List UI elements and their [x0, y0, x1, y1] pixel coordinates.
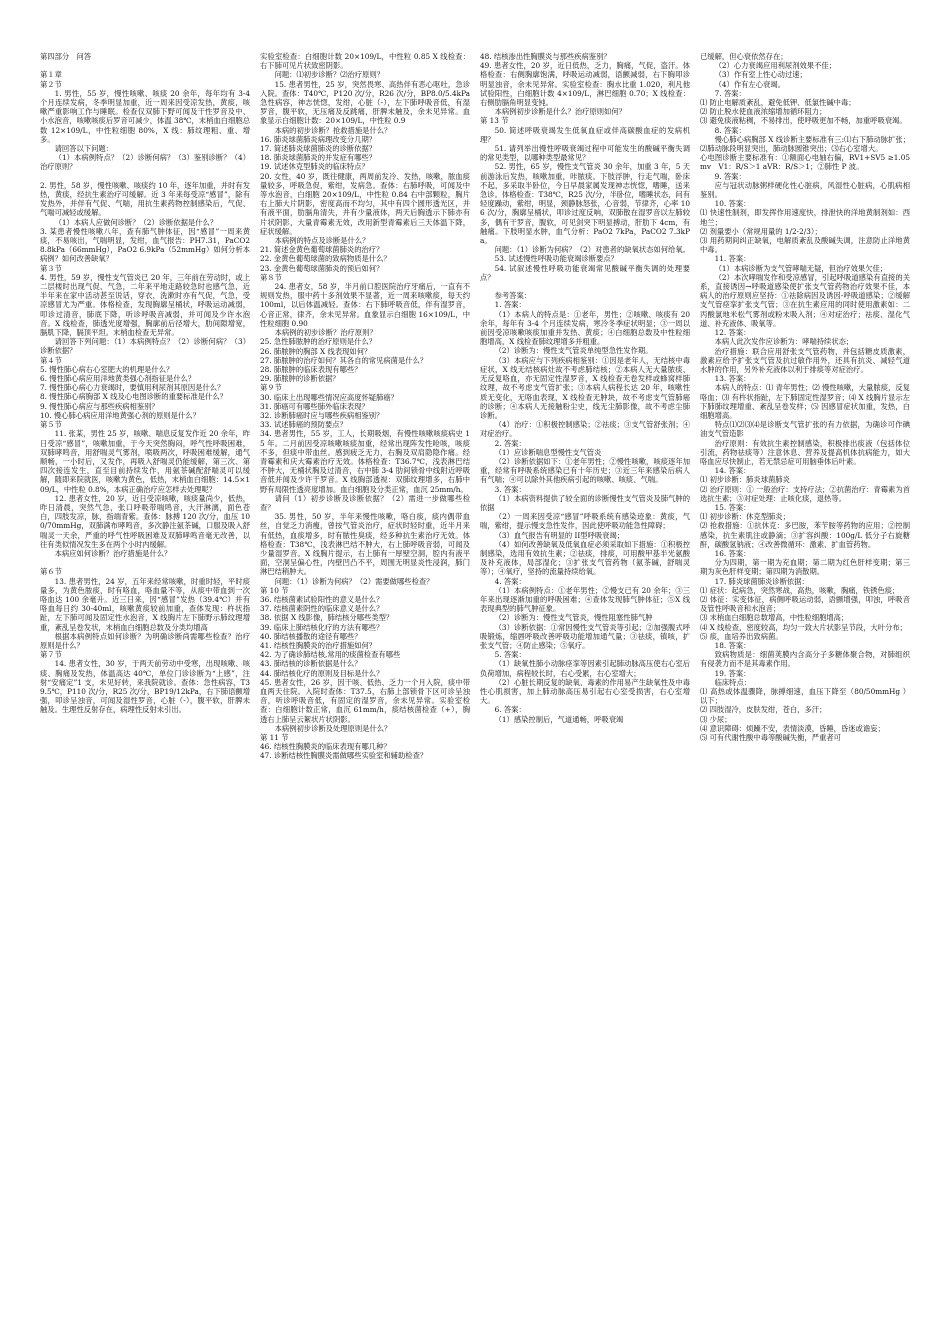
text-line: ⑵ 体征：实变体征，病侧呼吸运动弱，语颤增强，叩浊，呼吸音及管性呼吸音和水泡音；	[700, 594, 910, 614]
text-line: 36. 结核菌素试验阳性的意义是什么？	[260, 594, 384, 604]
text-line: 本病人的特点：⑴ 青年男性；⑵ 慢性咳嗽，大量脓痰，反复咯血；⑶ 有杵状指趾，左下肺固定性湿罗音；⑷ X 线胸片显示左下肺肺纹理增重、紊乱呈卷发样；⑸ 因感冒症状加重，发热，白细胞增高。	[700, 383, 910, 420]
text-line: 41. 结核性胸膜炎的治疗措施如何？	[260, 641, 377, 650]
text-line: 8. 答案：	[714, 125, 746, 135]
text-line: 分为四期，第一期为充血期；第二期为红色肝样变期；第三期为灰色肝样变期；第四期为消散期。	[700, 558, 910, 577]
text-column-1	[40, 52, 250, 1332]
text-line: （2）一周来因受凉“感冒”呼吸系统有感染迹象：黄痰，气喘，紫绀，提示慢支急性发作，因此使呼吸功能急性障碍；	[480, 512, 690, 531]
text-line: 5. 慢性肺心病右心室肥大的机理是什么？	[40, 364, 174, 374]
text-line: 根据本病例特点如何诊断？为明确诊断尚需哪些检查？治疗原则是什么？	[40, 631, 250, 650]
text-line: （1）感染控制后，气道通畅，呼吸衰竭	[494, 714, 624, 724]
text-line: 特点⑴⑵⑶⑷是诊断支气管扩张的有力依据，为确诊可作碘油支气管造影	[700, 420, 910, 439]
text-line: （4）如何改善缺氧及低氧血症必须采取如下措施：①积极控制感染，选用有效抗生素；②祛痰，排痰，可用酸甲基半光氨酸及补充液体，局部湿化；③扩张支气管药物（氨茶碱，舒喘灵等）；④氧疗，坚持的流量持续给氧。	[480, 539, 690, 577]
text-line: 18. 肺炎球菌肺炎的并发症有哪些？	[260, 153, 377, 163]
text-line: ⑵ 四肢湿冷，皮肤发绀，苍白，多汗；	[700, 705, 827, 715]
text-line: 2. 男性，58 岁，慢性咳嗽、咳痰约 10 年，逐年加重，并时有发热，黄痰，经抗生素治疗可缓解。近 3 年来每受凉“感冒”，除有发热外，并伴有气促、气喘，用抗生素药物控制感染后，气促、气喘可减轻或缓解。	[40, 180, 250, 218]
text-line: 28. 肺脓肿的临床表现有哪些？	[260, 364, 362, 374]
text-line: 25. 急性肺脓肿的治疗原则是什么？	[260, 337, 377, 347]
text-line: 12. 答案：	[714, 328, 751, 338]
text-line: 本病应如何诊断？治疗措施是什么？	[54, 548, 172, 558]
text-line: 问题：（1）诊断为何病？（2）对患者的缺氧状态如何给氧。	[494, 245, 690, 255]
text-line: 24. 患者女，58 岁，半月前口腔医院治疗牙痛后，一直有不规则发热，服中药十多剂效果不显著，近一周来咳嗽痰，每天约 100ml，以后体温减轻。查体：右下肺呼吸音低，伴有湿罗音，心音正常，律齐，余未见异常。血象显示白细胞 16×109/L，中性粒细胞 0.90	[260, 282, 470, 328]
text-line: 2. 答案：	[494, 438, 526, 448]
text-line: ⑶ 少尿；	[700, 714, 732, 724]
text-line: 33. 试述肺癌的预防要点？	[260, 420, 347, 430]
text-line: 10. 答案：	[714, 199, 751, 209]
text-line: 18. 答案：	[714, 641, 751, 650]
text-line: （3）本病应与下列疾病相鉴别：①因是老年人，无结核中毒症状，X 线无结核病灶故不考虑肺结核；②本病人无大量脓痰、无反复咯血，亦无固定性湿罗音，X 线检查无卷发样或蜂窝样肺纹理，故不考虑支气管扩张；③本病人病程长达 20 年，咳嗽性质无变化，无咯血表现，X 线检查无肿块，故不考虑支气管肺癌的诊断；④本病人无接触粉尘史，线无尘肺影像，故不考虑尘肺诊断。	[480, 355, 690, 420]
text-line: 本病例初步诊断是什么？治疗原则如何？	[494, 107, 626, 117]
text-line: 39. 临床上肺结核化疗的方法有哪些？	[260, 622, 384, 632]
text-line: 5. 答案：	[494, 650, 526, 660]
text-line: ⑴ 快速性制剂，即发挥作用速度快，排泄快的洋地黄制剂如：西地兰；	[700, 208, 910, 227]
text-line: 23. 金黄色葡萄球菌肺炎的预后如何？	[260, 263, 384, 273]
text-line: 15. 患者男性，25 岁，突然畏寒、高热伴有恶心呕吐，急诊入院。查体：T40℃，P120 次/分，R26 次/分，BP8.0/5.4kPa 急性病容，神志恍惚，发绀，心脏（-），左下肺呼吸音低，有湿罗音，腹平软，无压痛及反跳痛，肝脾未触及，余未见异常。血象显示白细胞计数：20×109/L，中性粒 0.9	[260, 79, 470, 126]
text-line: （2）诊断依据如下：①老年男性；②慢性咳嗽，咳痰逐年加重，经常有呼吸系统感染已有十年历史；③近三年来感染后病人有气喘；④可以除外其他疾病引起的咳嗽、咳痰、气喘。	[480, 456, 690, 485]
text-line: 44. 肺结核化疗的原则及目标是什么？	[260, 668, 384, 678]
text-line: 46. 结核性胸膜炎的临床表现有哪几种？	[260, 742, 391, 752]
text-line: ⑸ 痰，血培养出致病菌。	[700, 631, 783, 641]
text-line: 第６节	[40, 567, 62, 577]
text-line	[40, 61, 250, 70]
text-line: ⑴ 初步诊断：休克型肺炎；	[700, 512, 790, 522]
text-line: ⑵ 治疗原则：① 一般治疗：支持疗法；②抗菌治疗：青霉素为首选抗生素；③对症处理：止咳化痰，退热等。	[700, 484, 910, 503]
text-line: 19. 试述休克型肺炎的临床特点？	[260, 162, 369, 172]
document-page	[40, 52, 912, 1332]
text-column-4	[700, 52, 910, 1332]
text-line: 20. 女性，40 岁，既往健康，两周前发冷、发热，咳嗽，脓血痰量较多，呼吸急促，紫绀，发病急。查体：右肺呼吸，可闻及中等水泡音，白细胞 20×109/L，中性粒 0.84 右中部颗粒，胸片右上肺大片阴影，密度高而不均匀，其中有四个圆形透光区，并有液平面，肋膈角清失，并有少量液体，两天后胸透示下肺亦有片状阴影，大量青霉素无效，改用新型青霉素后三天体温下降，症状缓解。	[260, 171, 470, 236]
text-line: （2）心脏长期反复的缺氧、毒素的作用易产生缺氧性及中毒性心肌损害，加上肺动脉高压易引起右心室受损害，右心室增大。	[480, 677, 690, 706]
text-line: 第５节	[40, 420, 62, 430]
text-line: 4. 答案：	[494, 576, 526, 586]
text-line: 30. 临床上出现哪些情况应高度怀疑肺癌？	[260, 392, 398, 402]
text-line: 致病物质是：细菌荚膜内含高分子多糖体聚合物，对肺组织有侵袭力而不是其毒素作用。	[700, 650, 910, 669]
text-line: 实验室检查：白细胞计数 20×109/L，中性粒 0.85 X 线检查：右下肺可见片状致密阴影。	[260, 52, 470, 71]
text-line: （1）本病例特点？（2）诊断何病？（3）鉴别诊断？（4）治疗原则？	[40, 153, 250, 172]
text-line: 第 13 节	[480, 116, 509, 126]
text-line: 第８节	[260, 272, 282, 282]
text-line: 50. 简述呼吸衰竭发生低氧血症或伴高碳酸血症的发病机理？	[480, 125, 690, 144]
text-line: 治疗原则：有效抗生素控制感染，积极排出痰液（包括体位引流，药物祛痰等）注意休息、营养及提高机体抗病能力，如大咯血应尽快制止，若无禁忌症可用脑垂体后叶素。	[700, 438, 910, 466]
text-line: 参考答案：	[494, 291, 532, 301]
text-line: 26. 肺脓肿的胸部 X 线表现如何？	[260, 346, 372, 356]
text-line: 6. 答案：	[494, 705, 526, 715]
text-line: 11. 答案：	[714, 254, 751, 264]
text-line: ⑵ 防止脱水使血液浓缩增加循环阻力；	[700, 107, 827, 117]
text-line: （2）本次哮喘发作和受凉感冒，引起呼吸道感染有直接的关系，直接诱因→呼吸道感染使扩张支气管药物治疗效果不佳，本病人的治疗原则应坚持：①祛除病因及诱因-呼吸道感染；②缓解支气管痉挛扩张支气管；③在抗生素应用的同时使用激素如：二丙酸氯地米松气雾剂或粉末吸入剂；④对症治疗；祛痰、湿化气道、补充液体、吸氧等。	[700, 272, 910, 328]
text-line: 慢心肺心病胸部 X 线诊断主要标准有三:⑴右下肺动脉扩张；⑵肺动脉段明显突出，肺动脉圆锥突出；⑶右心室增大。	[700, 134, 910, 154]
text-line: 37. 结核菌素阴性的临床意义是什么？	[260, 604, 384, 614]
text-line: 16. 肺炎球菌肺炎病理改变分几期？	[260, 134, 377, 144]
text-line: 14. 答案：	[714, 466, 751, 476]
text-line: 问题：（1）诊断为何病？（2）需要做哪些检查？	[274, 576, 434, 586]
text-line: 13. 答案：	[714, 374, 751, 384]
text-line: 42. 为了确诊肺结核,常用的痰菌检查有哪些	[260, 650, 401, 660]
text-line: 15. 答案：	[714, 502, 751, 512]
text-line: 问题：⑴初步诊断？⑵治疗原则？	[274, 70, 385, 80]
text-line: （3）血气报告有明显的 II型呼吸衰竭；	[494, 530, 625, 540]
text-line	[480, 282, 690, 291]
text-line: 6. 慢性肺心病应用洋地黄类强心剂指征是什么？	[40, 374, 196, 384]
text-line: 51. 请列举出慢性呼吸衰竭过程中可能发生的酸碱平衡失调的常见类型，以哪种类型最常见？	[480, 144, 690, 163]
text-line: （1）缺氧性肺小动脉痉挛等因素引起肺动脉高压使右心室后负荷增加，病程较长时，右心受累，右心室增大；	[480, 659, 690, 678]
text-column-2	[260, 52, 470, 1332]
text-line: ⑶ 避免痰液粘稠，不易排出，使呼吸更加不畅，加重呼吸衰竭。	[700, 116, 907, 126]
text-line: 第９节	[260, 383, 282, 393]
text-line: 7. 慢性肺心病心力衰竭时，要慎用利尿剂其原因是什么？	[40, 383, 225, 393]
text-line: 22. 金黄色葡萄球菌的致病物质是什么？	[260, 254, 391, 264]
text-line: 32. 诊断肺癌时应与哪些疾病相鉴别？	[260, 410, 384, 420]
text-line: 9. 慢性肺心病应与那些疾病相鉴别？	[40, 401, 159, 411]
text-column-3	[480, 52, 690, 1332]
text-line: ⑵ 抢救措施：①抗休克：多巴胺，苯苄胺等药物的应用；②控制感染，抗生素肌注或静滴；③扩容纠酸：100g/L 低分子右旋糖酐，碳酸氢钠液；④改善微循环：激素、扩血管药物。	[700, 521, 910, 549]
text-line: 13. 患者男性，24 岁，五年来经常咳嗽，时重时轻，平时痰量多，为黄色脓痰，时有咯血，咯血量不等，从痰中带血到一次咯血达 100 余毫升。近三日来，因“感冒”发热（39.4℃）并有咯血每日约 30-40ml，咳嗽黄痰较前加重，查体发现：杵状指趾，左下肺可闻及固定性水泡音，X 线胸片左下肺野示肺纹理增重，紊乱呈卷发状，末梢血白细胞总数及分类均增高	[40, 576, 250, 632]
text-line: 45. 患者女性，26 岁，因干咳、低热、乏力一个月入院，痰中带血两天住院。入院时查体：T37.5，右肺上部锁骨下区可诊呈浊音，听诊呼吸音低，有固定的湿罗音，余未见异常。实验室检查：白细胞计数正常，血沉 61mm/h，痰结核菌检查（+），胸透右上肺呈云絮状片状阴影。	[260, 677, 470, 724]
text-line: 40. 肺结核播散的途径有哪些？	[260, 631, 362, 641]
text-line: 4. 男性，59 岁，慢性支气管炎已 20 年，三年前在劳动时，或上二层楼时出现气促、气急，二年来平地走路较急时也感气急，近半年来在家中活动甚至说话，穿衣，洗漱时亦有气促，气急，受凉感冒尤为严重。体格检查，发现胸廓呈桶状，呼吸运动减弱，叩诊过清音，肺底下降，听诊呼吸音减弱，并可闻及少许水泡音。X 线检查，肺透光度增强，胸廓前后径增大，肋间隙增宽，膈肌下降，膈顶平坦。末梢血检查无异常。	[40, 272, 250, 338]
text-line: 本病人此次发作应诊断为：哮喘持续状态；	[714, 337, 854, 347]
text-line: 第３节	[40, 263, 62, 273]
text-line: 本病的初步诊断？抢救措施是什么？	[274, 125, 392, 135]
text-line: 34. 患者男性，55 岁，工人，长期吸烟，有慢性咳嗽咳痰病史 15 年。二月前因受凉咳嗽咳痰加重，经常出现阵发性呛咳，咳痰不多，但痰中带血丝。感到疲乏无力，右胸及双肩隐隐作痛。经青霉素和庆大霉素治疗无效。体格检查：T36.7℃，浅表淋巴结不肿大，无桶状胸及过清音，右中肺 3-4 肋间锁骨中线附近呼吸音低并闻及少许干罗音。X 线胸部透视：双肺纹理增多，右肺中野有局限性透亮度增加。血白细胞及分类正常，血沉 25mm/h。	[260, 429, 470, 494]
text-line: 27. 肺脓肿的治疗如何？其各自的常见病菌是什么？	[260, 355, 428, 365]
text-line: （2）诊断为：慢性支气管炎，慢性阻塞性肺气肿	[494, 613, 653, 623]
text-line: 1. 男性，55 岁，慢性咳嗽、咳痰 20 余年，每年均有 3-4 个月连续发病，冬季明显加重，近一周来因受凉发热，黄痰，咳嗽严重影响工作与睡眠。检查仅双肺下野可闻及干性罗音及中、小水泡音，咳嗽咳痰后罗音可减少，体温 38℃，末梢血白细胞总数 12×109/L，中性粒细胞 80%，X 线：肺纹理粗、重、增多。	[40, 88, 250, 144]
text-line: 请回答以下问题：	[54, 144, 113, 154]
text-line: 第１章	[40, 70, 62, 80]
text-line: （2）心力衰竭应用利尿剂效果不佳；	[714, 61, 836, 71]
text-line: 17. 肺炎球菌肺炎诊断依据：	[714, 576, 809, 586]
text-line: ⑵ 剂量要小（常规用量的 1/2-2/3）；	[700, 226, 822, 236]
text-line: 3. 某患者慢性咳嗽八年，查有肺气肿体征，因“感冒”一周来黄痰，不易咳出，气喘明显，发绀，血气报告：PH7.31，PaCO2 8.8kPa（66mmHg），PaO2 6.9kPa（52mmHg）如何分析本病例？如何改善缺氧？	[40, 226, 250, 264]
text-line: ⑴ 防止电解质紊乱，避免低钾、低氯性碱中毒；	[700, 98, 856, 108]
text-line: 31. 肺癌可有哪些肺外临床表现？	[260, 401, 369, 411]
text-line: 52. 男性，65 岁，慢性支气管炎 30 余年，加重 3 年，5 天前游泳后发热，咳嗽加重，咔脓痰。下肢浮肿，行走气喘，卧床不起，多采取半卧位，今日早晨家属发现神志恍惚，嗜睡，送来急诊。体格检查：T38℃，R25 次/分，半卧位，嗜睡状态，问有轻度躁动，紫绀，明显，颈静脉怒张，心音弱，节律齐，心率 106 次/分，胸廓呈桶状，叩诊过度反响，双肺散在湿罗音以左肺较多，偶有干罗音，腹软，可见剑突下明显搏动，肝肋下 4cm，有触痛。下肢明显水肿，血气分析：PaO2 7kPa，PaCO2 7.3kPa。	[480, 162, 690, 246]
text-line: ⑷ X 线检查，密度较高，均匀一致大片状影呈节段，大叶分布；	[700, 622, 907, 632]
text-line: ⑸ 可有代谢性酸中毒等酸碱失衡，严重者可	[700, 733, 841, 743]
text-line: （1）本病资料提供了较全面的诊断慢性支气管炎及肺气肿的依据	[480, 493, 690, 512]
text-line: 7. 答案：	[714, 88, 746, 98]
text-line: 17. 简述肺炎球菌肺炎的诊断依据？	[260, 144, 377, 154]
text-line: 第 11 节	[260, 733, 289, 743]
text-line: （1）本病诊断为支气管哮喘无疑，但治疗效果欠佳；	[714, 263, 888, 273]
text-line: 第 10 节	[260, 585, 289, 595]
text-line: 8. 慢性肺心病胸部 X 线及心电图诊断的重要标准是什么？	[40, 392, 227, 402]
text-line: （2）诊断为：慢性支气管炎单纯型急性发作期。	[494, 346, 653, 356]
text-line: （1）本病人的特点是：①老年，男性；②咳嗽、咳痰有 20 余年，每年有 3-4 个月连续发病，寒冷冬季症状明显；③一周以前因受凉咳嗽咳痰加重并发热、黄痰；④白细胞总数及中性粒细胞增高，X 线检查肺纹理增多并粗重。	[480, 309, 690, 347]
text-line: 19. 答案：	[714, 668, 751, 678]
text-line: 治疗措施：联合应用舒张支气管药物，并包括糖皮质激素，激素应给予扩张支气管及抗过敏作用外，还具有抗炎、减轻气道水肿的作用，另外补充液体以利于排痰等对症治疗。	[700, 346, 910, 374]
text-line: 49. 患者女性，20 岁，近日低热，乏力，胸痛，气促，盗汗。体格检查：右侧胸廓饱满，呼吸运动减弱，语颤减弱，右下胸叩诊明显浊音，余未见异常。实验室检查：胸水比重 1.020，利凡他试验阳性，白细胞计数 4×109/L，淋巴细胞 0.70；X 线检查：右侧肋膈角明显变钝。	[480, 61, 690, 108]
text-line: （3）作有室上性心动过速；	[714, 70, 807, 80]
text-line: 54. 试叙述慢性呼吸功能衰竭常见酸碱平衡失调的处理要点？	[480, 263, 690, 282]
text-line: 应与冠状动脉粥样硬化性心脏病，风湿性心脏病，心肌病相鉴别。	[700, 180, 910, 200]
text-line: 16. 答案：	[714, 548, 751, 558]
text-line: ⑴ 初步诊断：肺炎球菌肺炎	[700, 475, 790, 485]
text-line: 48. 结核渗出性胸膜炎与那些疾病鉴别？	[480, 52, 611, 61]
text-line: （4）作有左心衰竭。	[714, 79, 785, 89]
text-line: 第２节	[40, 79, 62, 89]
text-line: 本病例的特点及诊断是什么？	[274, 236, 370, 246]
text-line: （1）本病人应做何诊断？（2）诊断依据是什么？	[54, 217, 218, 227]
text-line: 38. 依据 X 线影像，肺结核分哪些类型？	[260, 613, 394, 623]
text-line: 已缓解，但心衰依然存在；	[700, 52, 788, 61]
text-line: 本病例的初步诊断？治疗原则？	[274, 328, 377, 338]
text-line: 10. 慢心肺心病应用洋地黄强心剂的原则是什么？	[40, 410, 200, 420]
text-line: 43. 肺结核的诊断依据是什么？	[260, 659, 362, 669]
text-line: 3. 答案：	[494, 484, 526, 494]
text-line	[40, 558, 250, 567]
text-line: 29. 肺脓肿的诊断依据？	[260, 374, 340, 384]
text-line: 21. 简述金黄色葡萄球菌肺炎的治疗？	[260, 245, 384, 255]
text-line: （3）诊断依据：①常因慢性支气管炎等引起；②加强腹式呼吸锻炼，缩唇呼吸改善呼吸功能增加通气量；③祛痰，镇咳，扩张支气管；④防止感染；⑤氧疗。	[480, 622, 690, 650]
text-line: 1. 答案：	[494, 300, 526, 310]
text-line: ⑴ 症状：起病急，突然寒战，高热，咳嗽，胸痛，铁锈色痰；	[700, 585, 900, 595]
text-line: 请问（1）初步诊断及诊断依据？（2）需进一步做哪些检查？	[260, 493, 470, 512]
text-line: ⑴ 高热或体温骤降，脉搏细速，血压下降至（80/50mmHg ）以下；	[700, 687, 910, 706]
text-line: ⑷ 意识障碍：烦躁不安，表情淡漠，昏睡，昏迷或谵妄；	[700, 723, 885, 733]
text-line: 第四部分 问答	[40, 52, 92, 61]
text-line: 53. 试述慢性呼吸功能衰竭诊断要点？	[494, 254, 618, 264]
text-line: 11. 张某，男性 25 岁，咳嗽、喘息反复发作近 20 余年，昨日受凉“感冒”，咳嗽加重，于今天突然胸闷，呼气性呼吸困难，双肺哮鸣音，用舒喘灵气雾剂，喷吸两次，呼吸困难缓解，通气顺畅，一小时后，又发作，再吸入舒喘灵仍能缓解，第三次、第四次接连发生，直至目前持续发作，用氨茶碱配舒喘灵可以缓解，随即来院就医，咳嗽为黄色，低热，末梢血白细胞：14.5×109/L，中性粒 0.8%，本病正确治疗应怎样去处理呢？	[40, 429, 250, 494]
text-line: ⑶ 末梢血白细胞总数增高，中性粒细胞增高；	[700, 613, 849, 623]
text-line: 47. 诊断结核性胸膜炎需做哪些实验室和辅助检查？	[260, 751, 428, 761]
text-line: 临床特点：	[714, 677, 752, 687]
text-line: 35. 男性，50 岁，半年来慢性咳嗽，咯白痰，痰内偶带血丝，自觉乏力消瘦，曾按气管炎治疗，症状时轻时重，近半月来有低热，血痰增多，时有脓性臭痰，经多种抗生素治疗无效。体格检查：T38℃，浅表淋巴结不肿大，右上肺呼吸音弱，可闻及少量湿罗音。X 线胸片提示，右上肺有一厚壁空洞，腔内有液平面，空洞呈偏心性，内壁凹凸不平，周围无明显炎性浸润，肺门淋巴结稍肿大。	[260, 512, 470, 577]
text-line: 心电图诊断主要标准有：①额面心电轴右偏，RV1+SV5 ≥1.05mv V1：R/S＞1 aVR：R/S＞1；②肺性 P 波。	[700, 153, 910, 172]
text-line: （1）本病例特点：①老年男性；②慢支已有 20 余年；③三年来出现逐渐加重的呼吸困难；④查体发现肺气肿体征；⑤X 线表现典型的肺气肿征象。	[480, 585, 690, 614]
text-line: （1）应诊断喘息型慢性支气管炎	[494, 447, 602, 457]
text-line: （4）治疗：①积极控制感染；②祛痰；③支气管舒张剂；④对症治疗。	[480, 420, 690, 439]
text-line: 9. 答案：	[714, 171, 746, 181]
text-line: ⑶ 用药期间纠正缺氧，电解质紊乱及酸碱失调，注意防止洋地黄中毒。	[700, 236, 910, 255]
text-line: 本病例初步诊断及处理原则是什么？	[274, 723, 392, 733]
text-line: 请回答下列问题：（1）本病例特点？（2）诊断何病？（3）诊断依据？	[40, 337, 250, 356]
text-line: 第７节	[40, 650, 62, 660]
text-line	[40, 172, 250, 181]
text-line: 12. 患者女性，20 岁，近日受凉咳嗽，咳痰量尚少，低热，昨日清晨，突然气急，张口呼吸带喘鸣音，大汗淋漓，面色苍白，四肢发凉，脉，指端青紫。查体：脉搏 120 次/分，血压 100/70mmHg，双肺满布哮鸣音，多次静注氨茶碱，口服及吸入舒喘灵一天余，严重的呼气性呼吸困难及双肺哮鸣音毫无改善，以往有类似情况发生多在两个小时内缓解。	[40, 493, 250, 549]
text-line: 14. 患者女性，30 岁，于两天前劳动中受寒，出现咳嗽、咳痰、胸痛及发热，体温高达 40℃，单位门诊诊断为“上感”，注射“安痛定”1 支，未见好转，来我院就诊。查体：急性病容，T39.5℃，P110 次/分，R25 次/分，BP19/12kPa，右下肺语颤增强，叩诊呈浊音，可闻及湿性罗音，心脏（-），腹平软，肝脾未触及。生理性反射存在，病理性反射未引出。	[40, 659, 250, 715]
text-line: 第４节	[40, 355, 62, 365]
